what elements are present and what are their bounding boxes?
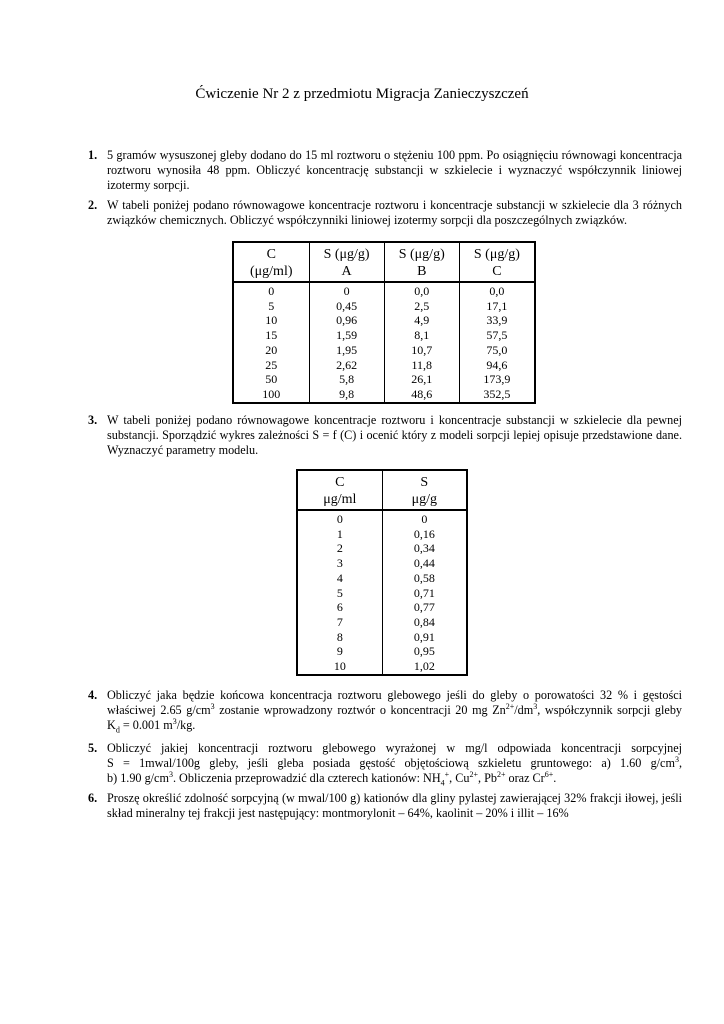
table-cell: 7 bbox=[336, 614, 343, 629]
table-cell: 11,8 bbox=[384, 358, 459, 373]
table-row bbox=[233, 282, 535, 299]
table-row bbox=[297, 644, 467, 659]
table-cell: 25 bbox=[265, 357, 278, 372]
table-cell: 20 bbox=[265, 342, 278, 357]
question-number: 3. bbox=[88, 413, 98, 427]
table-cell: 75,0 bbox=[459, 343, 535, 358]
text-line: Obliczyć jakiej koncentracji roztworu glebowego wyrażonej w mg/l odpowiada koncentracji sorpcyjnej bbox=[107, 741, 682, 755]
table-row bbox=[233, 328, 535, 343]
table-cell: 10,7 bbox=[384, 343, 459, 358]
table-cell: 100 bbox=[262, 386, 281, 401]
table-row bbox=[233, 387, 535, 403]
table-cell: 0,91 bbox=[382, 630, 467, 645]
table-cell: 0 bbox=[268, 284, 275, 298]
question-2 bbox=[88, 198, 682, 228]
table-row bbox=[233, 299, 535, 314]
table-cell: 2,5 bbox=[384, 299, 459, 314]
table-header-row bbox=[233, 242, 535, 282]
table-cell: 5 bbox=[268, 298, 275, 313]
question-number: 4. bbox=[88, 688, 98, 702]
table-row bbox=[297, 586, 467, 601]
table-row bbox=[297, 527, 467, 542]
table-cell: 1,59 bbox=[309, 328, 384, 343]
table-cell: 26,1 bbox=[384, 372, 459, 387]
column-header: S (μg/g) A bbox=[309, 242, 384, 282]
text-line: W tabeli poniżej podano równowagowe koncentracje roztworu i koncentracje substancji w szkielecie dla pewnej bbox=[107, 413, 682, 427]
question-6 bbox=[88, 791, 682, 821]
text-line: Obliczyć jaka będzie końcowa koncentracja roztworu glebowego jeśli do gleby o porowatości 32 % i gęstości bbox=[107, 688, 682, 702]
document-title: Ćwiczenie Nr 2 z przedmiotu Migracja Zanieczyszczeń bbox=[195, 86, 529, 102]
text-line: Wyznaczyć parametry modelu. bbox=[107, 443, 259, 457]
table-cell: 0,44 bbox=[382, 556, 467, 571]
table-row bbox=[297, 556, 467, 571]
question-3 bbox=[88, 413, 682, 458]
table-cell: 4 bbox=[336, 570, 343, 585]
table-cell: 0,0 bbox=[384, 282, 459, 299]
table-cell: 6 bbox=[336, 600, 343, 615]
table-cell: 15 bbox=[265, 328, 278, 343]
table-cell: 0,34 bbox=[382, 541, 467, 556]
text-line: substancji. Sporządzić wykres zależności S = f (C) i ocenić który z modeli sorpcji lepiej opisuje przedstawione dane. bbox=[107, 428, 682, 442]
table-header-row bbox=[297, 470, 467, 510]
table-cell: 0,96 bbox=[309, 313, 384, 328]
question-4 bbox=[88, 688, 682, 733]
question-text bbox=[107, 688, 682, 733]
table-cell: 4,9 bbox=[384, 313, 459, 328]
table-cell: 9 bbox=[336, 644, 343, 659]
table-cell: 33,9 bbox=[459, 313, 535, 328]
text-line: $K_d = 0.001$ $m^3/kg$. bbox=[107, 716, 196, 735]
table-cell: 10 bbox=[333, 659, 346, 674]
text-line: b) 1.90 $g/cm^3$. Obliczenia przeprowadzić dla czterech kationów: $NH_4^+$, $Cu^{2+}$, $Pb^{2+}$ oraz $Cr^{6+}$. bbox=[107, 769, 557, 788]
table-cell: 10 bbox=[265, 313, 278, 328]
table-row bbox=[297, 659, 467, 675]
table-cell: 50 bbox=[265, 372, 278, 387]
table-row bbox=[233, 372, 535, 387]
column-header: S (μg/g) C bbox=[459, 242, 535, 282]
question-5 bbox=[88, 741, 682, 786]
text-line: S = 1mwal/100g gleby, jeśli gleba posiada gęstość objętościową szkieletu gruntowego: a) 1.60 $g/cm^3$, bbox=[107, 754, 682, 770]
column-header: C μg/ml bbox=[297, 470, 382, 510]
table-row bbox=[233, 313, 535, 328]
question-number: 6. bbox=[88, 791, 98, 805]
question-text bbox=[107, 148, 682, 193]
column-header: S μg/g bbox=[382, 470, 467, 510]
column-header: S (μg/g) B bbox=[384, 242, 459, 282]
table-cell: 0,58 bbox=[382, 571, 467, 586]
text-line: W tabeli poniżej podano równowagowe koncentracje roztworu i koncentracje substancji w szkielecie dla 3 różnych bbox=[107, 198, 682, 212]
question-text bbox=[107, 198, 682, 228]
table-cell: 0 bbox=[309, 282, 384, 299]
table-cell: 94,6 bbox=[459, 358, 535, 373]
table-cell: 0 bbox=[382, 510, 467, 527]
question-number: 2. bbox=[88, 198, 98, 212]
table-cell: 9,8 bbox=[309, 387, 384, 403]
table-cell: 1,95 bbox=[309, 343, 384, 358]
sorption-table-single-substance bbox=[296, 469, 468, 676]
question-number: 1. bbox=[88, 148, 98, 162]
table-cell: 0,71 bbox=[382, 586, 467, 601]
table-cell: 48,6 bbox=[384, 387, 459, 403]
table-cell: 0,84 bbox=[382, 615, 467, 630]
table-row bbox=[297, 541, 467, 556]
table-cell: 57,5 bbox=[459, 328, 535, 343]
table-cell: 17,1 bbox=[459, 299, 535, 314]
text-line: izotermy sorpcji. bbox=[107, 178, 190, 192]
table-cell: 5,8 bbox=[309, 372, 384, 387]
table-row bbox=[233, 343, 535, 358]
table-cell: 173,9 bbox=[459, 372, 535, 387]
table-cell: 2,62 bbox=[309, 358, 384, 373]
table-cell: 352,5 bbox=[459, 387, 535, 403]
sorption-table-three-compounds bbox=[232, 241, 536, 404]
table-cell: 3 bbox=[336, 556, 343, 571]
table-cell: 0,77 bbox=[382, 600, 467, 615]
table-row bbox=[297, 615, 467, 630]
table-cell: 8 bbox=[336, 629, 343, 644]
table-cell: 8,1 bbox=[384, 328, 459, 343]
table-cell: 0,95 bbox=[382, 644, 467, 659]
text-line: skład mineralny tej frakcji jest następujący: montmorylonit – 64%, kaolinit – 20% i illit – 16% bbox=[107, 806, 569, 820]
question-text bbox=[107, 741, 682, 786]
table-cell: 1 bbox=[336, 526, 343, 541]
question-text bbox=[107, 791, 682, 821]
text-line: związków chemicznych. Obliczyć współczynniki liniowej izotermy sorpcji dla poszczególnych związków. bbox=[107, 213, 628, 227]
table-row bbox=[297, 630, 467, 645]
table-cell: 0,16 bbox=[382, 527, 467, 542]
table-cell: 2 bbox=[336, 541, 343, 556]
table-row bbox=[297, 510, 467, 527]
question-text bbox=[107, 413, 682, 458]
table-cell: 1,02 bbox=[382, 659, 467, 675]
text-line: Proszę określić zdolność sorpcyjną (w mwal/100 g) kationów dla gliny pylastej zawierającej 32% frakcji iłowej, jeśli bbox=[107, 791, 682, 805]
table-cell: 0,0 bbox=[459, 282, 535, 299]
text-line: roztworu wynosiła 48 ppm. Obliczyć koncentrację substancji w szkielecie i wyznaczyć współczynnik liniowej bbox=[107, 163, 682, 177]
question-1 bbox=[88, 148, 682, 193]
text-line: 5 gramów wysuszonej gleby dodano do 15 ml roztworu o stężeniu 100 ppm. Po osiągnięciu równowagi koncentracja bbox=[107, 148, 682, 162]
column-header: C (μg/ml) bbox=[233, 242, 309, 282]
table-cell: 0,45 bbox=[309, 299, 384, 314]
table-cell: 5 bbox=[336, 585, 343, 600]
table-row bbox=[297, 600, 467, 615]
table-cell: 0 bbox=[336, 512, 343, 526]
table-row bbox=[297, 571, 467, 586]
text-line: właściwej 2.65 $g/cm^3$ zostanie wprowadzony roztwór o koncentracji 20 mg $Zn^{2+}/dm^3$, współczynnik sorpcji gleby bbox=[107, 701, 683, 717]
question-number: 5. bbox=[88, 741, 98, 755]
table-row bbox=[233, 358, 535, 373]
